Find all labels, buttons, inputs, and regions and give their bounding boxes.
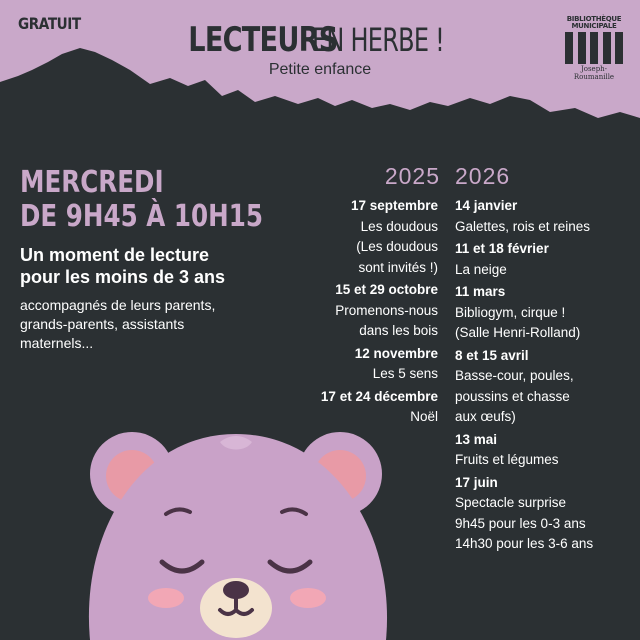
library-logo-icon <box>565 32 623 64</box>
event-description-line: aux œufs) <box>455 409 516 424</box>
free-badge: GRATUIT <box>18 14 81 33</box>
schedule-2025 <box>321 196 438 430</box>
event-description-line: 14h30 pour les 3-6 ans <box>455 536 594 551</box>
page-title <box>0 20 640 60</box>
schedule-event <box>455 430 593 471</box>
session-time <box>20 166 263 234</box>
event-description-line: Spectacle surprise <box>455 495 567 510</box>
event-date: 17 et 24 décembre <box>320 388 438 404</box>
year-2025: 2025 <box>384 163 440 189</box>
library-logo-caption: Joseph-Roumanille <box>573 65 615 81</box>
intro-detail <box>20 296 215 353</box>
event-date: 17 septembre <box>350 198 438 213</box>
event-description-line: Fruits et légumes <box>455 452 559 467</box>
title-light: EN HERBE ! <box>312 21 445 59</box>
intro-lead <box>20 244 225 288</box>
event-date: 11 mars <box>455 284 506 299</box>
event-date: 12 novembre <box>354 345 438 361</box>
event-description-line: Les 5 sens <box>372 366 438 381</box>
event-description-line: (Les doudous <box>356 239 438 254</box>
event-description-line: (Salle Henri-Rolland) <box>455 325 581 340</box>
sleeping-bear-illustration <box>70 412 410 640</box>
intro-lead-line: pour les moins de 3 ans <box>20 267 226 287</box>
event-description-line: Basse-cour, poules, <box>455 368 574 383</box>
event-description-line: 9h45 pour les 0-3 ans <box>455 515 586 531</box>
schedule-event <box>321 344 438 385</box>
schedule-event <box>455 346 593 428</box>
event-description-line: sont invités !) <box>358 259 438 275</box>
schedule-event <box>455 239 593 280</box>
event-description-line: Noël <box>410 409 438 424</box>
intro-detail-line: grands-parents, assistants <box>20 316 185 332</box>
event-description-line: Promenons-nous <box>335 302 438 318</box>
event-date: 13 mai <box>455 431 498 447</box>
event-description-line: Galettes, rois et reines <box>455 218 591 234</box>
event-date: 8 et 15 avril <box>455 347 529 363</box>
session-hours: DE 9H45 À 10H15 <box>20 199 263 234</box>
intro-lead-line: Un moment de lecture <box>20 245 210 265</box>
event-description-line: dans les bois <box>359 323 438 338</box>
event-description-line: poussins et chasse <box>455 388 570 404</box>
event-date: 17 juin <box>455 474 498 490</box>
event-description-line: La neige <box>455 261 507 277</box>
title-bold: LECTEURS <box>188 20 339 60</box>
event-description-line: Les doudous <box>360 218 438 234</box>
event-date: 11 et 18 février <box>455 241 549 256</box>
schedule-event <box>321 196 438 278</box>
event-date: 14 janvier <box>455 198 518 213</box>
schedule-2026 <box>455 196 593 557</box>
intro-detail-line: accompagnés de leurs parents, <box>20 297 216 313</box>
year-2026: 2026 <box>455 163 511 189</box>
library-logo <box>562 16 626 81</box>
session-day: MERCREDI <box>20 165 164 200</box>
schedule-event <box>455 282 593 344</box>
page-subtitle: Petite enfance <box>268 61 372 78</box>
event-date: 15 et 29 octobre <box>335 282 438 297</box>
library-logo-text: BIBLIOTHÈQUE MUNICIPALE <box>566 15 622 30</box>
schedule-event <box>455 196 593 237</box>
schedule-event <box>455 473 593 555</box>
schedule-event <box>321 280 438 342</box>
event-description-line: Bibliogym, cirque ! <box>455 304 566 320</box>
intro-detail-line: maternels... <box>20 335 94 351</box>
